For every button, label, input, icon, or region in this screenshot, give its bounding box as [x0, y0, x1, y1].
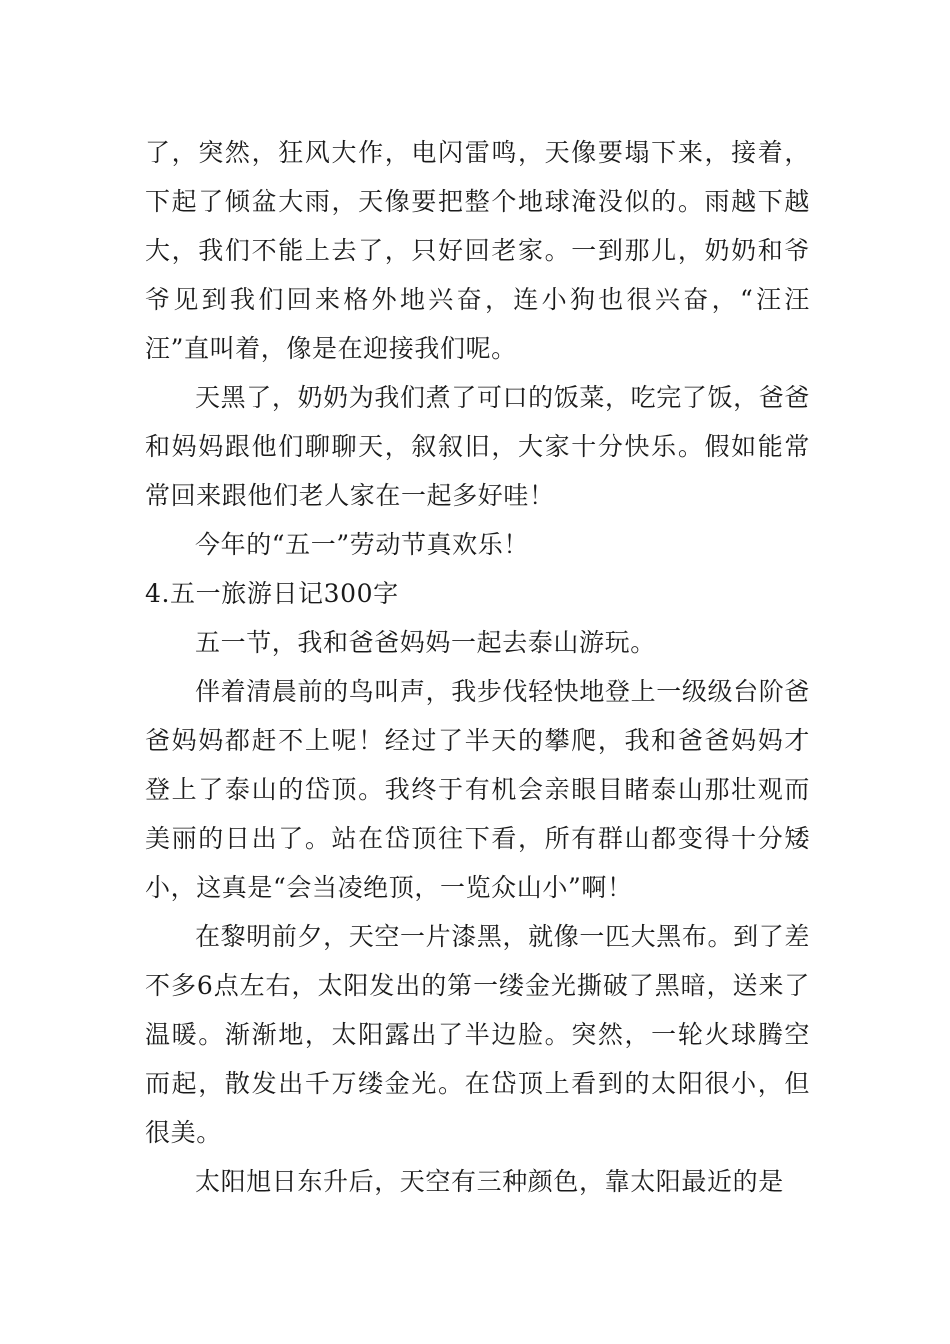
paragraph-7: 在黎明前夕，天空一片漆黑，就像一匹大黑布。到了差不多6点左右，太阳发出的第一缕金光撕破了黑暗，送来了温暖。渐渐地，太阳露出了半边脸。突然，一轮火球腾空而起，散发出千万缕金光。在岱顶上看到的太阳很小，但很美。: [145, 922, 810, 1147]
paragraph-1: 了，突然，狂风大作，电闪雷鸣，天像要塌下来，接着，下起了倾盆大雨，天像要把整个地球淹没似的。雨越下越大，我们不能上去了，只好回老家。一到那儿，奶奶和爷爷见到我们回来格外地兴奋，连小狗也很兴奋，“汪汪汪”直叫着，像是在迎接我们呢。: [145, 138, 810, 363]
paragraph-3: 今年的“五一”劳动节真欢乐！: [195, 530, 529, 559]
paragraph-8: 太阳旭日东升后，天空有三种颜色，靠太阳最近的是: [195, 1167, 784, 1196]
paragraph-5: 五一节，我和爸爸妈妈一起去泰山游玩。: [195, 628, 656, 657]
paragraph-2: 天黑了，奶奶为我们煮了可口的饭菜，吃完了饭，爸爸和妈妈跟他们聊聊天，叙叙旧，大家十分快乐。假如能常常回来跟他们老人家在一起多好哇！: [145, 383, 810, 510]
section-heading: 4.五一旅游日记300字: [145, 579, 399, 608]
paragraph-6: 伴着清晨前的鸟叫声，我步伐轻快地登上一级级台阶爸爸妈妈都赶不上呢！经过了半天的攀爬，我和爸爸妈妈才登上了泰山的岱顶。我终于有机会亲眼目睹泰山那壮观而美丽的日出了。站在岱顶往下看，所有群山都变得十分矮小，这真是“会当凌绝顶，一览众山小”啊！: [145, 677, 810, 902]
document-body: [145, 128, 810, 1206]
